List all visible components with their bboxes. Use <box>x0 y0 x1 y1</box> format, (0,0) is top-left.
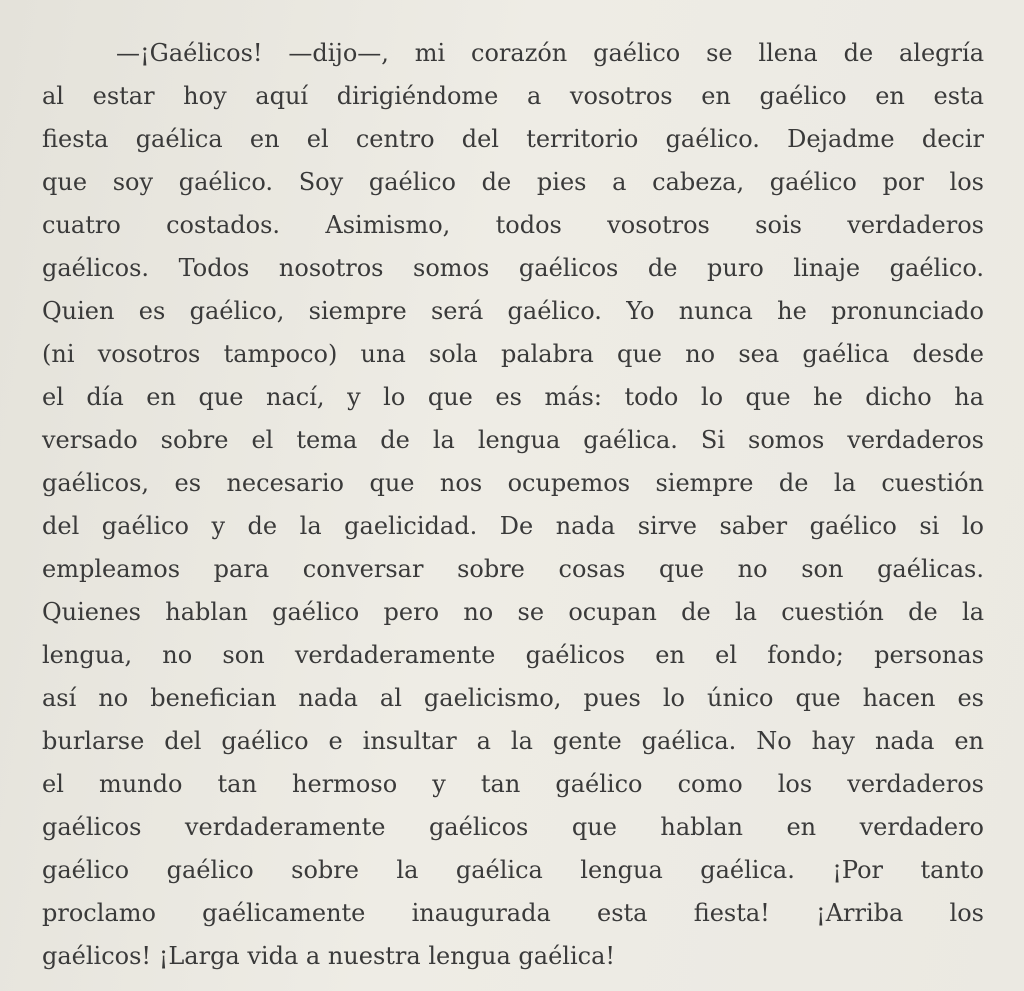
text-line: Quien es gaélico, siempre será gaélico. Yo nunca he pronunciado <box>42 297 984 325</box>
text-line: del gaélico y de la gaelicidad. De nada sirve saber gaélico si lo <box>42 512 984 540</box>
text-line: empleamos para conversar sobre cosas que no son gaélicas. <box>42 555 984 583</box>
text-line: (ni vosotros tampoco) una sola palabra que no sea gaélica desde <box>42 340 984 368</box>
text-line: gaélicos verdaderamente gaélicos que hablan en verdadero <box>42 813 984 841</box>
text-line: gaélicos, es necesario que nos ocupemos siempre de la cuestión <box>42 469 984 497</box>
text-line: el día en que nací, y lo que es más: todo lo que he dicho ha <box>42 383 984 411</box>
text-line: Quienes hablan gaélico pero no se ocupan de la cuestión de la <box>42 598 984 626</box>
text-line: burlarse del gaélico e insultar a la gente gaélica. No hay nada en <box>42 727 984 755</box>
text-line: gaélicos! ¡Larga vida a nuestra lengua gaélica! <box>42 942 616 970</box>
text-line: —¡Gaélicos! —dijo—, mi corazón gaélico se llena de alegría <box>116 39 984 67</box>
text-line: así no benefician nada al gaelicismo, pues lo único que hacen es <box>42 684 984 712</box>
text-line: gaélico gaélico sobre la gaélica lengua gaélica. ¡Por tanto <box>42 856 984 884</box>
text-line: que soy gaélico. Soy gaélico de pies a cabeza, gaélico por los <box>42 168 984 196</box>
text-line: fiesta gaélica en el centro del territorio gaélico. Dejadme decir <box>42 125 984 153</box>
text-line: proclamo gaélicamente inaugurada esta fiesta! ¡Arriba los <box>42 899 984 927</box>
text-line: lengua, no son verdaderamente gaélicos en el fondo; personas <box>42 641 984 669</box>
text-line: al estar hoy aquí dirigiéndome a vosotros en gaélico en esta <box>42 82 984 110</box>
text-line: versado sobre el tema de la lengua gaélica. Si somos verdaderos <box>42 426 984 454</box>
speech-paragraph <box>42 32 984 978</box>
text-line: gaélicos. Todos nosotros somos gaélicos de puro linaje gaélico. <box>42 254 984 282</box>
text-line: cuatro costados. Asimismo, todos vosotros sois verdaderos <box>42 211 984 239</box>
text-line: el mundo tan hermoso y tan gaélico como los verdaderos <box>42 770 984 798</box>
